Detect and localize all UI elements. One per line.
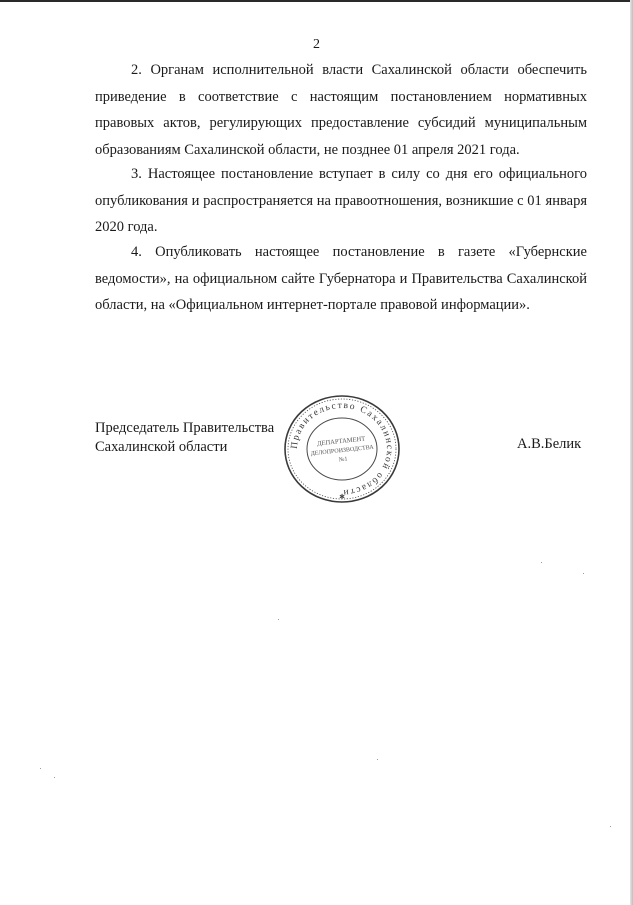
- seal-inner-line1: ДЕПАРТАМЕНТ: [316, 435, 366, 448]
- seal-star-icon: ✱: [339, 493, 345, 501]
- page-number: 2: [313, 37, 320, 52]
- signer-title-line1: Председатель Правительства: [95, 420, 275, 436]
- scan-speck: [377, 759, 378, 760]
- signer-title-line2: Сахалинской области: [95, 438, 228, 455]
- scan-speck: [610, 826, 611, 827]
- scan-speck: [40, 768, 41, 769]
- signer-name: А.В.Белик: [517, 436, 582, 452]
- scan-speck: [541, 562, 542, 563]
- paragraph-3: 3. Настоящее постановление вступает в силу со дня его официального опубликования и распространяется на правоотношения, возникшие с 01 января 2020 года.: [95, 166, 587, 235]
- paragraph-4: 4. Опубликовать настоящее постановление в газете «Губернские ведомости», на официальном сайте Губернатора и Правительства Сахалинской области, на «Официальном интернет-портале правовой информации».: [95, 244, 587, 313]
- paragraph-2: 2. Органам исполнительной власти Сахалинской области обеспечить приведение в соответствие с настоящим постановлением нормативных правовых актов, регулирующих предоставление субсидий муниципальным образованиям Сахалинской области, не позднее 01 апреля 2021 года.: [95, 62, 587, 158]
- scan-speck: [278, 619, 279, 620]
- scan-speck: [583, 573, 584, 574]
- seal-outer-text: Правительство Сахалинской области: [289, 400, 395, 498]
- scan-top-edge: [0, 0, 633, 2]
- seal-inner-line2: ДЕЛОПРОИЗВОДСТВА: [310, 444, 374, 458]
- signer-title: [95, 419, 274, 456]
- seal-inner-line3: №1: [338, 456, 348, 464]
- official-seal: [281, 392, 403, 506]
- scan-speck: [54, 777, 55, 778]
